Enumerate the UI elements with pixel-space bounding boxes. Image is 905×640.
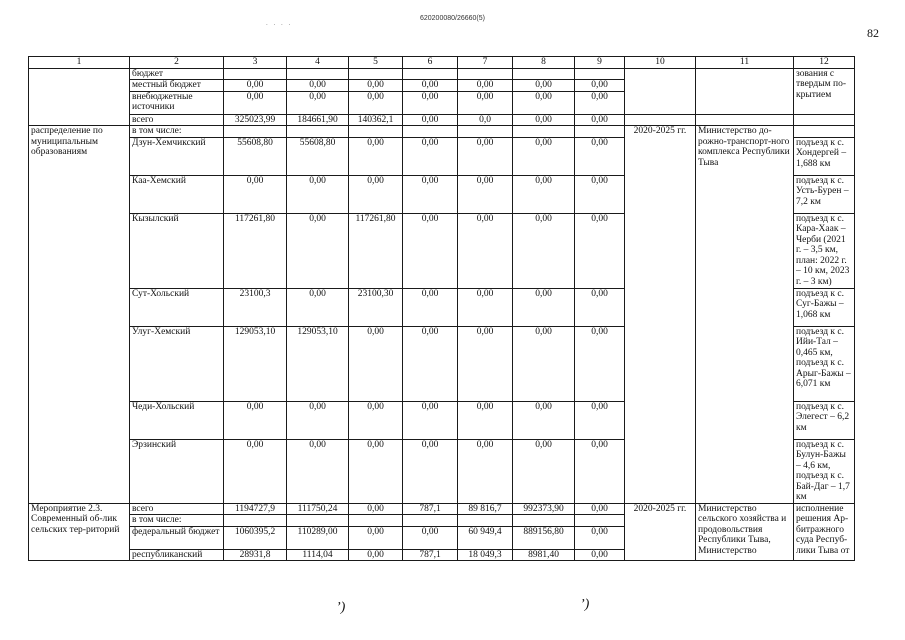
value-cell: 8981,40 — [513, 549, 575, 561]
value-cell: 117261,80 — [349, 213, 403, 288]
source-label: федеральный бюджет — [130, 526, 224, 549]
value-cell: 1194727,9 — [224, 503, 287, 515]
value-cell: 0,00 — [224, 80, 287, 92]
value-cell: 0,00 — [349, 549, 403, 561]
value-cell: 55608,80 — [287, 137, 349, 175]
table-row — [29, 126, 855, 138]
value-cell — [287, 68, 349, 80]
district-name: Каа-Хемский — [130, 175, 224, 213]
value-cell — [575, 68, 625, 80]
empty-cell — [794, 126, 855, 138]
column-number: 6 — [403, 57, 458, 69]
value-cell: 60 949,4 — [458, 526, 513, 549]
empty-cell — [29, 68, 130, 126]
value-cell: 1114,04 — [287, 549, 349, 561]
value-cell: 0,00 — [403, 439, 458, 503]
value-cell: 18 049,3 — [458, 549, 513, 561]
empty-cell — [224, 126, 287, 138]
district-name: Эрзинский — [130, 439, 224, 503]
value-cell: 0,00 — [287, 91, 349, 114]
value-cell: 0,00 — [287, 213, 349, 288]
value-cell: 0,00 — [575, 213, 625, 288]
value-cell: 0,00 — [575, 114, 625, 126]
empty-cell — [794, 114, 855, 126]
value-cell: 0,00 — [513, 288, 575, 326]
value-cell: 0,00 — [458, 439, 513, 503]
table-row — [29, 503, 855, 515]
value-cell: 110289,00 — [287, 526, 349, 549]
value-cell: 0,00 — [458, 213, 513, 288]
value-cell: 0,00 — [349, 80, 403, 92]
district-name: Улуг-Хемский — [130, 326, 224, 401]
result-text: подъезд к с. Булун-Бажы – 4,6 км, подъезд к с. Бай-Даг – 1,7 км — [794, 439, 855, 503]
block-budget-summary — [29, 68, 855, 126]
handwritten-mark: ’) — [580, 597, 590, 612]
value-cell: 0,00 — [458, 326, 513, 401]
value-cell: 0,00 — [575, 80, 625, 92]
value-cell: 0,00 — [575, 175, 625, 213]
value-cell: 0,00 — [513, 326, 575, 401]
block-measure-2-3 — [29, 503, 855, 561]
value-cell: 0,00 — [513, 401, 575, 439]
value-cell: 0,00 — [224, 91, 287, 114]
result-text: подъезд к с. Ийи-Тал – 0,465 км, подъезд к с. Арыг-Бажы – 6,071 км — [794, 326, 855, 401]
column-number: 1 — [29, 57, 130, 69]
source-label: бюджет — [130, 68, 224, 80]
value-cell: 0,00 — [403, 213, 458, 288]
value-cell: 0,00 — [458, 80, 513, 92]
value-cell: 0,00 — [458, 401, 513, 439]
value-cell: 0,00 — [349, 326, 403, 401]
empty-cell — [403, 126, 458, 138]
value-cell: 0,00 — [458, 91, 513, 114]
executor-cell: Министерство до-рожно-транспорт-ного комплекса Республики Тыва — [696, 126, 794, 504]
column-number: 3 — [224, 57, 287, 69]
district-name: Дзун-Хемчикский — [130, 137, 224, 175]
value-cell: 0,00 — [575, 549, 625, 561]
result-text: подъезд к с. Кара-Хаак – Черби (2021 г. – 3,5 км, план: 2022 г. – 10 км, 2023 г. – 3 км) — [794, 213, 855, 288]
section-title: Мероприятие 2.3. Современный об-лик сельских тер-риторий — [29, 503, 130, 561]
empty-cell — [696, 114, 794, 126]
district-name: Сут-Хольский — [130, 288, 224, 326]
value-cell — [287, 515, 349, 527]
value-cell: 129053,10 — [224, 326, 287, 401]
period-cell: 2020-2025 гг. — [625, 126, 696, 504]
value-cell: 0,00 — [403, 137, 458, 175]
handwritten-mark: ’) — [336, 600, 346, 615]
column-number: 10 — [625, 57, 696, 69]
value-cell: 0,00 — [458, 288, 513, 326]
source-label: местный бюджет — [130, 80, 224, 92]
empty-cell — [575, 126, 625, 138]
source-label: всего — [130, 114, 224, 126]
value-cell: 0,00 — [403, 326, 458, 401]
section-title: распределение по муниципальным образованиям — [29, 126, 130, 504]
value-cell: 0,00 — [513, 114, 575, 126]
value-cell: 0,00 — [575, 401, 625, 439]
source-label: внебюджетные источники — [130, 91, 224, 114]
value-cell — [403, 68, 458, 80]
value-cell: 0,00 — [403, 526, 458, 549]
column-number: 9 — [575, 57, 625, 69]
column-number: 5 — [349, 57, 403, 69]
value-cell: 0,00 — [575, 326, 625, 401]
value-cell: 55608,80 — [224, 137, 287, 175]
value-cell: 0,00 — [513, 213, 575, 288]
value-cell: 28931,8 — [224, 549, 287, 561]
value-cell: 0,00 — [403, 401, 458, 439]
table-row — [29, 114, 855, 126]
value-cell: 0,00 — [403, 288, 458, 326]
column-number: 12 — [794, 57, 855, 69]
empty-cell — [349, 126, 403, 138]
executor-cell: Министерство сельского хозяйства и продовольствия Республики Тыва, Министерство — [696, 503, 794, 561]
document-id: 620200080/26660(5) — [419, 15, 485, 22]
block-municipal-distribution — [29, 126, 855, 504]
value-cell: 0,00 — [403, 80, 458, 92]
value-cell: 0,00 — [224, 401, 287, 439]
value-cell: 140362,1 — [349, 114, 403, 126]
page-number: 82 — [867, 26, 879, 40]
value-cell: 0,00 — [349, 503, 403, 515]
value-cell: 0,00 — [513, 80, 575, 92]
value-cell: 0,00 — [403, 114, 458, 126]
value-cell — [224, 515, 287, 527]
empty-cell — [458, 126, 513, 138]
district-name: Чеди-Хольский — [130, 401, 224, 439]
value-cell: 0,00 — [575, 503, 625, 515]
source-label: республиканский — [130, 549, 224, 561]
value-cell: 0,00 — [513, 439, 575, 503]
value-cell: 0,00 — [349, 91, 403, 114]
empty-cell — [513, 126, 575, 138]
value-cell: 184661,90 — [287, 114, 349, 126]
column-number: 11 — [696, 57, 794, 69]
value-cell: 0,00 — [224, 175, 287, 213]
result-text: исполнение решения Ар-битражного суда Респуб-лики Тыва от — [794, 503, 855, 561]
value-cell: 23100,3 — [224, 288, 287, 326]
value-cell: 0,00 — [403, 91, 458, 114]
source-label: всего — [130, 503, 224, 515]
value-cell: 0,00 — [403, 175, 458, 213]
value-cell: 787,1 — [403, 503, 458, 515]
faint-dots: . . . . — [266, 19, 293, 27]
value-cell — [403, 515, 458, 527]
value-cell: 0,00 — [349, 439, 403, 503]
value-cell: 0,00 — [224, 439, 287, 503]
value-cell — [513, 68, 575, 80]
value-cell: 0,00 — [575, 137, 625, 175]
value-cell: 0,00 — [287, 175, 349, 213]
value-cell: 325023,99 — [224, 114, 287, 126]
value-cell: 117261,80 — [224, 213, 287, 288]
result-text: подъезд к с. Усть-Бурен – 7,2 км — [794, 175, 855, 213]
value-cell: 129053,10 — [287, 326, 349, 401]
column-number-row — [29, 57, 855, 69]
value-cell — [224, 68, 287, 80]
value-cell: 0,00 — [575, 439, 625, 503]
value-cell: 0,00 — [458, 137, 513, 175]
table-row — [29, 68, 855, 80]
value-cell: 0,00 — [349, 175, 403, 213]
value-cell: 111750,24 — [287, 503, 349, 515]
value-cell: 0,00 — [287, 439, 349, 503]
empty-cell — [696, 68, 794, 114]
value-cell — [458, 515, 513, 527]
column-number: 4 — [287, 57, 349, 69]
result-text: подъезд к с. Суг-Бажы – 1,068 км — [794, 288, 855, 326]
value-cell: 0,00 — [287, 288, 349, 326]
value-cell: 23100,30 — [349, 288, 403, 326]
value-cell: 0,00 — [287, 80, 349, 92]
value-cell: 0,00 — [513, 137, 575, 175]
value-cell: 0,00 — [349, 137, 403, 175]
empty-cell — [287, 126, 349, 138]
value-cell — [575, 515, 625, 527]
value-cell: 0,00 — [575, 288, 625, 326]
value-cell: 0,00 — [349, 401, 403, 439]
budget-table — [28, 56, 855, 561]
value-cell: 889156,80 — [513, 526, 575, 549]
result-text: подъезд к с. Хондергей – 1,688 км — [794, 137, 855, 175]
value-cell — [349, 68, 403, 80]
result-text: зования с твердым по-крытием — [794, 68, 855, 114]
source-label: в том числе: — [130, 515, 224, 527]
value-cell: 787,1 — [403, 549, 458, 561]
value-cell — [349, 515, 403, 527]
value-cell — [458, 68, 513, 80]
empty-cell — [625, 68, 696, 114]
value-cell: 0,00 — [458, 175, 513, 213]
value-cell: 0,00 — [287, 401, 349, 439]
value-cell: 0,00 — [349, 526, 403, 549]
value-cell: 992373,90 — [513, 503, 575, 515]
column-number: 2 — [130, 57, 224, 69]
value-cell: 1060395,2 — [224, 526, 287, 549]
subheader-label: в том числе: — [130, 126, 224, 138]
value-cell: 0,00 — [513, 175, 575, 213]
value-cell — [513, 515, 575, 527]
value-cell: 89 816,7 — [458, 503, 513, 515]
column-number: 7 — [458, 57, 513, 69]
column-number: 8 — [513, 57, 575, 69]
value-cell: 0,00 — [575, 91, 625, 114]
value-cell: 0,0 — [458, 114, 513, 126]
value-cell: 0,00 — [575, 526, 625, 549]
result-text: подъезд к с. Элегест – 6,2 км — [794, 401, 855, 439]
empty-cell — [625, 114, 696, 126]
district-name: Кызылский — [130, 213, 224, 288]
period-cell: 2020-2025 гг. — [625, 503, 696, 561]
value-cell: 0,00 — [513, 91, 575, 114]
